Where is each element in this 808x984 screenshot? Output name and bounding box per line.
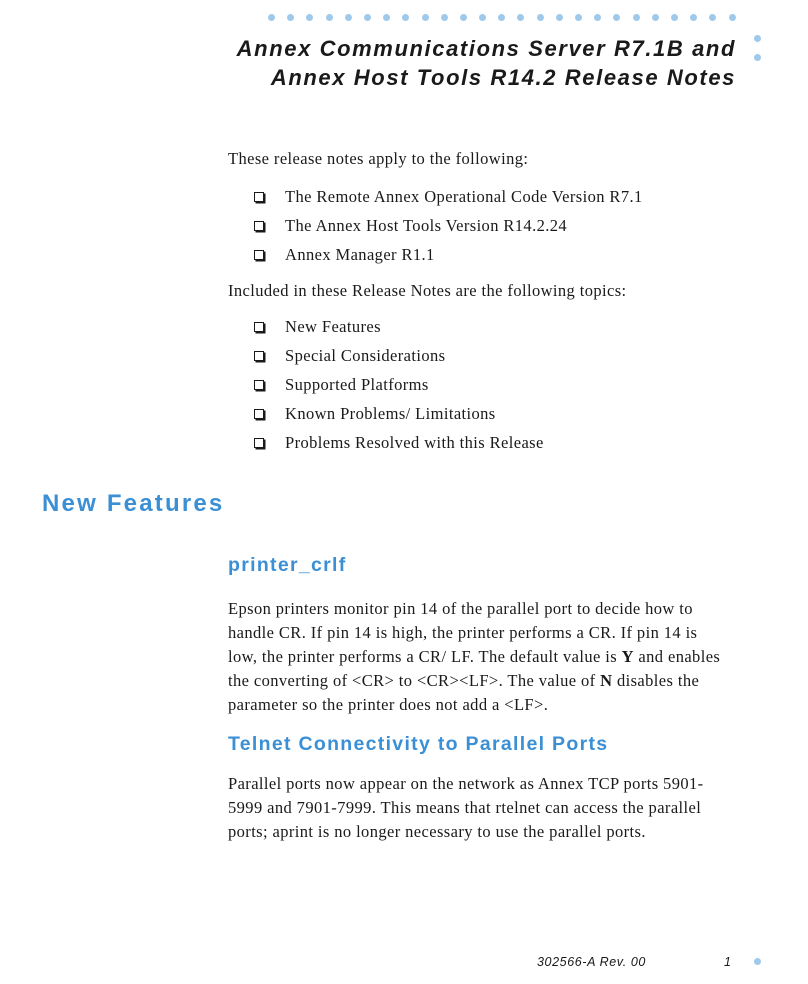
decorative-dot xyxy=(345,14,352,21)
header-dot-row xyxy=(268,14,736,21)
document-title xyxy=(237,34,736,92)
checkbox-bullet-icon xyxy=(254,351,264,361)
footer-doc-number: 302566-A Rev. 00 xyxy=(537,955,646,969)
decorative-dot xyxy=(709,14,716,21)
list-item xyxy=(254,240,643,269)
decorative-dot xyxy=(479,14,486,21)
decorative-dot xyxy=(537,14,544,21)
decorative-dot xyxy=(441,14,448,21)
subsection-heading-telnet: Telnet Connectivity to Parallel Ports xyxy=(228,733,609,755)
decorative-dot xyxy=(383,14,390,21)
bold-value-y: Y xyxy=(621,647,634,666)
topics-list xyxy=(254,312,544,457)
paragraph-text: and enables the converting of <CR> to <CR><LF>. The value of xyxy=(228,647,721,690)
list-item xyxy=(254,428,544,457)
printer-crlf-paragraph xyxy=(228,597,728,717)
paragraph-text: disables the parameter so the printer does not add a <LF>. xyxy=(228,671,700,714)
header-dot-column xyxy=(754,35,761,61)
decorative-dot xyxy=(754,54,761,61)
title-line-1: Annex Communications Server R7.1B and xyxy=(236,36,736,61)
decorative-dot xyxy=(326,14,333,21)
section-heading: New Features xyxy=(42,490,225,517)
decorative-dot xyxy=(422,14,429,21)
list-item-label: The Remote Annex Operational Code Version R7.1 xyxy=(285,186,643,206)
list-item xyxy=(254,211,643,240)
topics-intro: Included in these Release Notes are the following topics: xyxy=(228,281,627,300)
decorative-dot xyxy=(613,14,620,21)
checkbox-bullet-icon xyxy=(254,192,264,202)
list-item xyxy=(254,182,643,211)
decorative-dot xyxy=(575,14,582,21)
decorative-dot xyxy=(287,14,294,21)
footer-decorative-dot xyxy=(754,958,761,965)
list-item xyxy=(254,341,544,370)
decorative-dot xyxy=(754,35,761,42)
list-item xyxy=(254,312,544,341)
applies-list xyxy=(254,182,643,269)
checkbox-bullet-icon xyxy=(254,438,264,448)
checkbox-bullet-icon xyxy=(254,250,264,260)
decorative-dot xyxy=(633,14,640,21)
checkbox-bullet-icon xyxy=(254,380,264,390)
decorative-dot xyxy=(268,14,275,21)
decorative-dot xyxy=(690,14,697,21)
list-item xyxy=(254,399,544,428)
subsection-heading-printer-crlf: printer_crlf xyxy=(228,554,347,576)
telnet-paragraph: Parallel ports now appear on the network as Annex TCP ports 5901-5999 and 7901-7999. This means that rtelnet can access the parallel ports; aprint is no longer necessary to use the parallel ports. xyxy=(228,774,704,841)
bold-value-n: N xyxy=(600,671,613,690)
list-item-label: Known Problems/ Limitations xyxy=(285,403,496,423)
decorative-dot xyxy=(460,14,467,21)
list-item xyxy=(254,370,544,399)
list-item-label: Problems Resolved with this Release xyxy=(285,432,544,452)
checkbox-bullet-icon xyxy=(254,322,264,332)
list-item-label: New Features xyxy=(285,316,381,336)
list-item-label: Supported Platforms xyxy=(285,374,429,394)
decorative-dot xyxy=(364,14,371,21)
decorative-dot xyxy=(556,14,563,21)
footer-page-number: 1 xyxy=(724,955,731,969)
title-line-2: Annex Host Tools R14.2 Release Notes xyxy=(270,65,736,90)
decorative-dot xyxy=(594,14,601,21)
decorative-dot xyxy=(517,14,524,21)
decorative-dot xyxy=(306,14,313,21)
checkbox-bullet-icon xyxy=(254,221,264,231)
list-item-label: Annex Manager R1.1 xyxy=(285,244,435,264)
list-item-label: Special Considerations xyxy=(285,345,446,365)
applies-intro: These release notes apply to the following: xyxy=(228,149,529,168)
decorative-dot xyxy=(652,14,659,21)
decorative-dot xyxy=(729,14,736,21)
checkbox-bullet-icon xyxy=(254,409,264,419)
decorative-dot xyxy=(498,14,505,21)
decorative-dot xyxy=(402,14,409,21)
decorative-dot xyxy=(671,14,678,21)
paragraph-text: Epson printers monitor pin 14 of the parallel port to decide how to handle CR. If pin 14 is high, the printer performs a CR. If pin 14 is low, the printer performs a CR/ LF. The default value is xyxy=(228,599,698,666)
list-item-label: The Annex Host Tools Version R14.2.24 xyxy=(285,215,568,235)
